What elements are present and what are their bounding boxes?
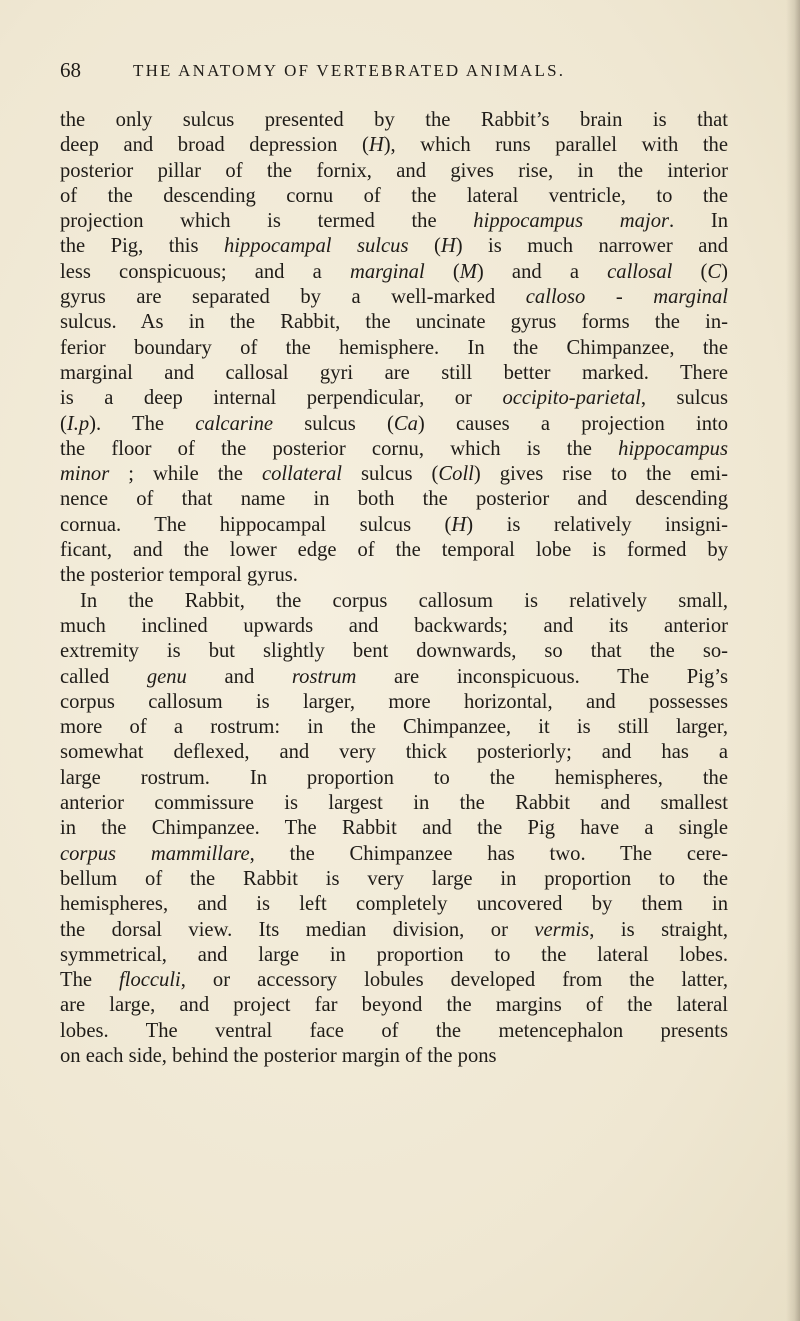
italic-term: flocculi	[119, 969, 181, 992]
text-line	[60, 184, 728, 209]
italic-term: calcarine	[195, 412, 274, 435]
text-run: projection which is termed the	[60, 210, 474, 233]
body-text	[60, 108, 728, 1069]
text-line	[60, 234, 728, 259]
text-line	[60, 538, 728, 563]
text-run: sulcus (	[273, 412, 394, 435]
text-line	[60, 133, 728, 158]
text-run: called	[60, 665, 147, 688]
italic-term: C	[707, 260, 722, 283]
text-line	[60, 766, 728, 791]
text-run: , is straight,	[589, 918, 728, 941]
italic-term: hippocampus major	[473, 210, 670, 233]
text-run: ferior boundary of the hemisphere. In the Chimpanzee, the	[60, 336, 728, 359]
italic-term: hippocampal sulcus	[223, 235, 409, 258]
italic-term: rostrum	[291, 665, 357, 688]
text-line	[60, 310, 728, 335]
text-run: ; while the	[109, 463, 262, 486]
italic-term: marginal	[349, 260, 425, 283]
text-line	[60, 285, 728, 310]
text-run: sulcus (	[342, 463, 439, 486]
text-line	[60, 639, 728, 664]
text-line	[60, 943, 728, 968]
italic-term: collateral	[261, 463, 343, 486]
text-run: posterior pillar of the fornix, and gives rise, in the interior	[60, 159, 728, 182]
text-run: sulcus. As in the Rabbit, the uncinate gyrus forms the in-	[60, 311, 728, 334]
text-line	[60, 791, 728, 816]
text-run: anterior commissure is largest in the Rabbit and smallest	[60, 792, 728, 815]
page-edge-shadow	[786, 0, 800, 1321]
italic-term: occipito-parietal	[502, 387, 641, 410]
text-run: deep and broad depression (	[60, 134, 369, 157]
text-run: the only sulcus presented by the Rabbit’s brain is that	[60, 109, 728, 131]
running-head-title: THE ANATOMY OF VERTEBRATED ANIMALS.	[133, 61, 566, 80]
text-line	[60, 1044, 728, 1069]
text-line	[60, 487, 728, 512]
text-run: gyrus are separated by a well-marked	[60, 286, 526, 309]
text-run: ) gives rise to the emi-	[473, 463, 728, 486]
text-run: . In	[669, 210, 728, 233]
running-head	[60, 58, 740, 82]
italic-term: I.p	[66, 412, 90, 435]
text-run: , sulcus	[640, 387, 728, 410]
text-run: bellum of the Rabbit is very large in proportion to the	[60, 867, 728, 890]
text-run: (	[408, 235, 441, 258]
text-line	[60, 260, 728, 285]
text-line	[60, 1019, 728, 1044]
text-line	[60, 740, 728, 765]
italic-term: Coll	[438, 463, 474, 486]
text-run: much inclined upwards and backwards; and its anterior	[60, 614, 728, 637]
text-run: large rostrum. In proportion to the hemispheres, the	[60, 766, 728, 789]
italic-term: callosal	[607, 260, 673, 283]
text-run: the posterior temporal gyrus.	[60, 564, 298, 587]
text-run: In the Rabbit, the corpus callosum is relatively small,	[80, 589, 728, 612]
text-line	[60, 361, 728, 386]
text-line	[60, 918, 728, 943]
italic-term: minor	[60, 463, 110, 486]
text-run: (	[424, 260, 460, 283]
italic-term: M	[459, 260, 477, 283]
italic-term: genu	[146, 665, 187, 688]
text-run: corpus callosum is larger, more horizontal, and possesses	[60, 690, 728, 713]
text-line	[60, 867, 728, 892]
text-line	[60, 993, 728, 1018]
text-run: the floor of the posterior cornu, which is the	[60, 437, 619, 460]
italic-term: H	[440, 235, 456, 258]
text-line	[60, 563, 728, 588]
text-run: ). The	[89, 412, 196, 435]
text-run: ) is relatively insigni-	[466, 513, 728, 536]
text-run: are large, and project far beyond the margins of the lateral	[60, 994, 728, 1017]
text-line	[60, 715, 728, 740]
text-run: extremity is but slightly bent downwards, so that the so-	[60, 640, 728, 663]
text-run: are inconspicuous. The Pig’s	[356, 665, 728, 688]
text-line	[60, 968, 728, 993]
text-run: ) causes a projection into	[417, 412, 729, 435]
text-run: hemispheres, and is left completely uncovered by them in	[60, 893, 728, 916]
italic-term: calloso - marginal	[525, 286, 728, 309]
text-line	[60, 589, 728, 614]
text-line	[60, 462, 728, 487]
text-run: of the descending cornu of the lateral ventricle, to the	[60, 184, 728, 207]
text-run: cornua. The hippocampal sulcus (	[60, 513, 452, 536]
text-run: symmetrical, and large in proportion to the lateral lobes.	[60, 943, 728, 966]
text-run: nence of that name in both the posterior and descending	[60, 488, 728, 511]
text-run: less conspicuous; and a	[60, 260, 350, 283]
italic-term: hippocampus	[618, 437, 728, 460]
text-run: ), which runs parallel with the	[383, 134, 728, 157]
text-line	[60, 665, 728, 690]
text-run: )	[721, 260, 728, 283]
text-run: (	[60, 412, 67, 435]
text-line	[60, 386, 728, 411]
text-line	[60, 412, 728, 437]
text-run: the dorsal view. Its median division, or	[60, 918, 535, 941]
text-run: ) is much narrower and	[455, 235, 728, 258]
text-run: the Pig, this	[60, 235, 224, 258]
text-run: , or accessory lobules developed from the latter,	[180, 969, 728, 992]
text-line	[60, 513, 728, 538]
text-run: marginal and callosal gyri are still better marked. There	[60, 361, 728, 384]
text-line	[60, 614, 728, 639]
text-run: The	[60, 969, 120, 992]
text-run: , the Chimpanzee has two. The cere-	[249, 842, 728, 865]
text-line	[60, 690, 728, 715]
text-line	[60, 892, 728, 917]
text-run: on each side, behind the posterior margin of the pons	[60, 1044, 497, 1067]
italic-term: Ca	[393, 412, 418, 435]
text-run: ) and a	[476, 260, 608, 283]
text-line	[60, 842, 728, 867]
text-run: in the Chimpanzee. The Rabbit and the Pig have a single	[60, 817, 728, 840]
text-run: is a deep internal perpendicular, or	[60, 387, 503, 410]
text-line	[60, 437, 728, 462]
text-run: (	[672, 260, 708, 283]
italic-term: vermis	[534, 918, 590, 941]
text-line	[60, 336, 728, 361]
italic-term: H	[368, 134, 384, 157]
italic-term: H	[451, 513, 467, 536]
text-line	[60, 209, 728, 234]
text-run: ficant, and the lower edge of the temporal lobe is formed by	[60, 539, 728, 562]
text-line	[60, 108, 728, 133]
text-line	[60, 816, 728, 841]
italic-term: corpus mammillare	[60, 842, 250, 865]
text-run: somewhat deflexed, and very thick posteriorly; and has a	[60, 741, 728, 764]
text-line	[60, 159, 728, 184]
page-number: 68	[60, 58, 81, 82]
text-run: and	[186, 665, 292, 688]
text-run: lobes. The ventral face of the metencephalon presents	[60, 1019, 728, 1042]
text-run: more of a rostrum: in the Chimpanzee, it is still larger,	[60, 716, 728, 739]
